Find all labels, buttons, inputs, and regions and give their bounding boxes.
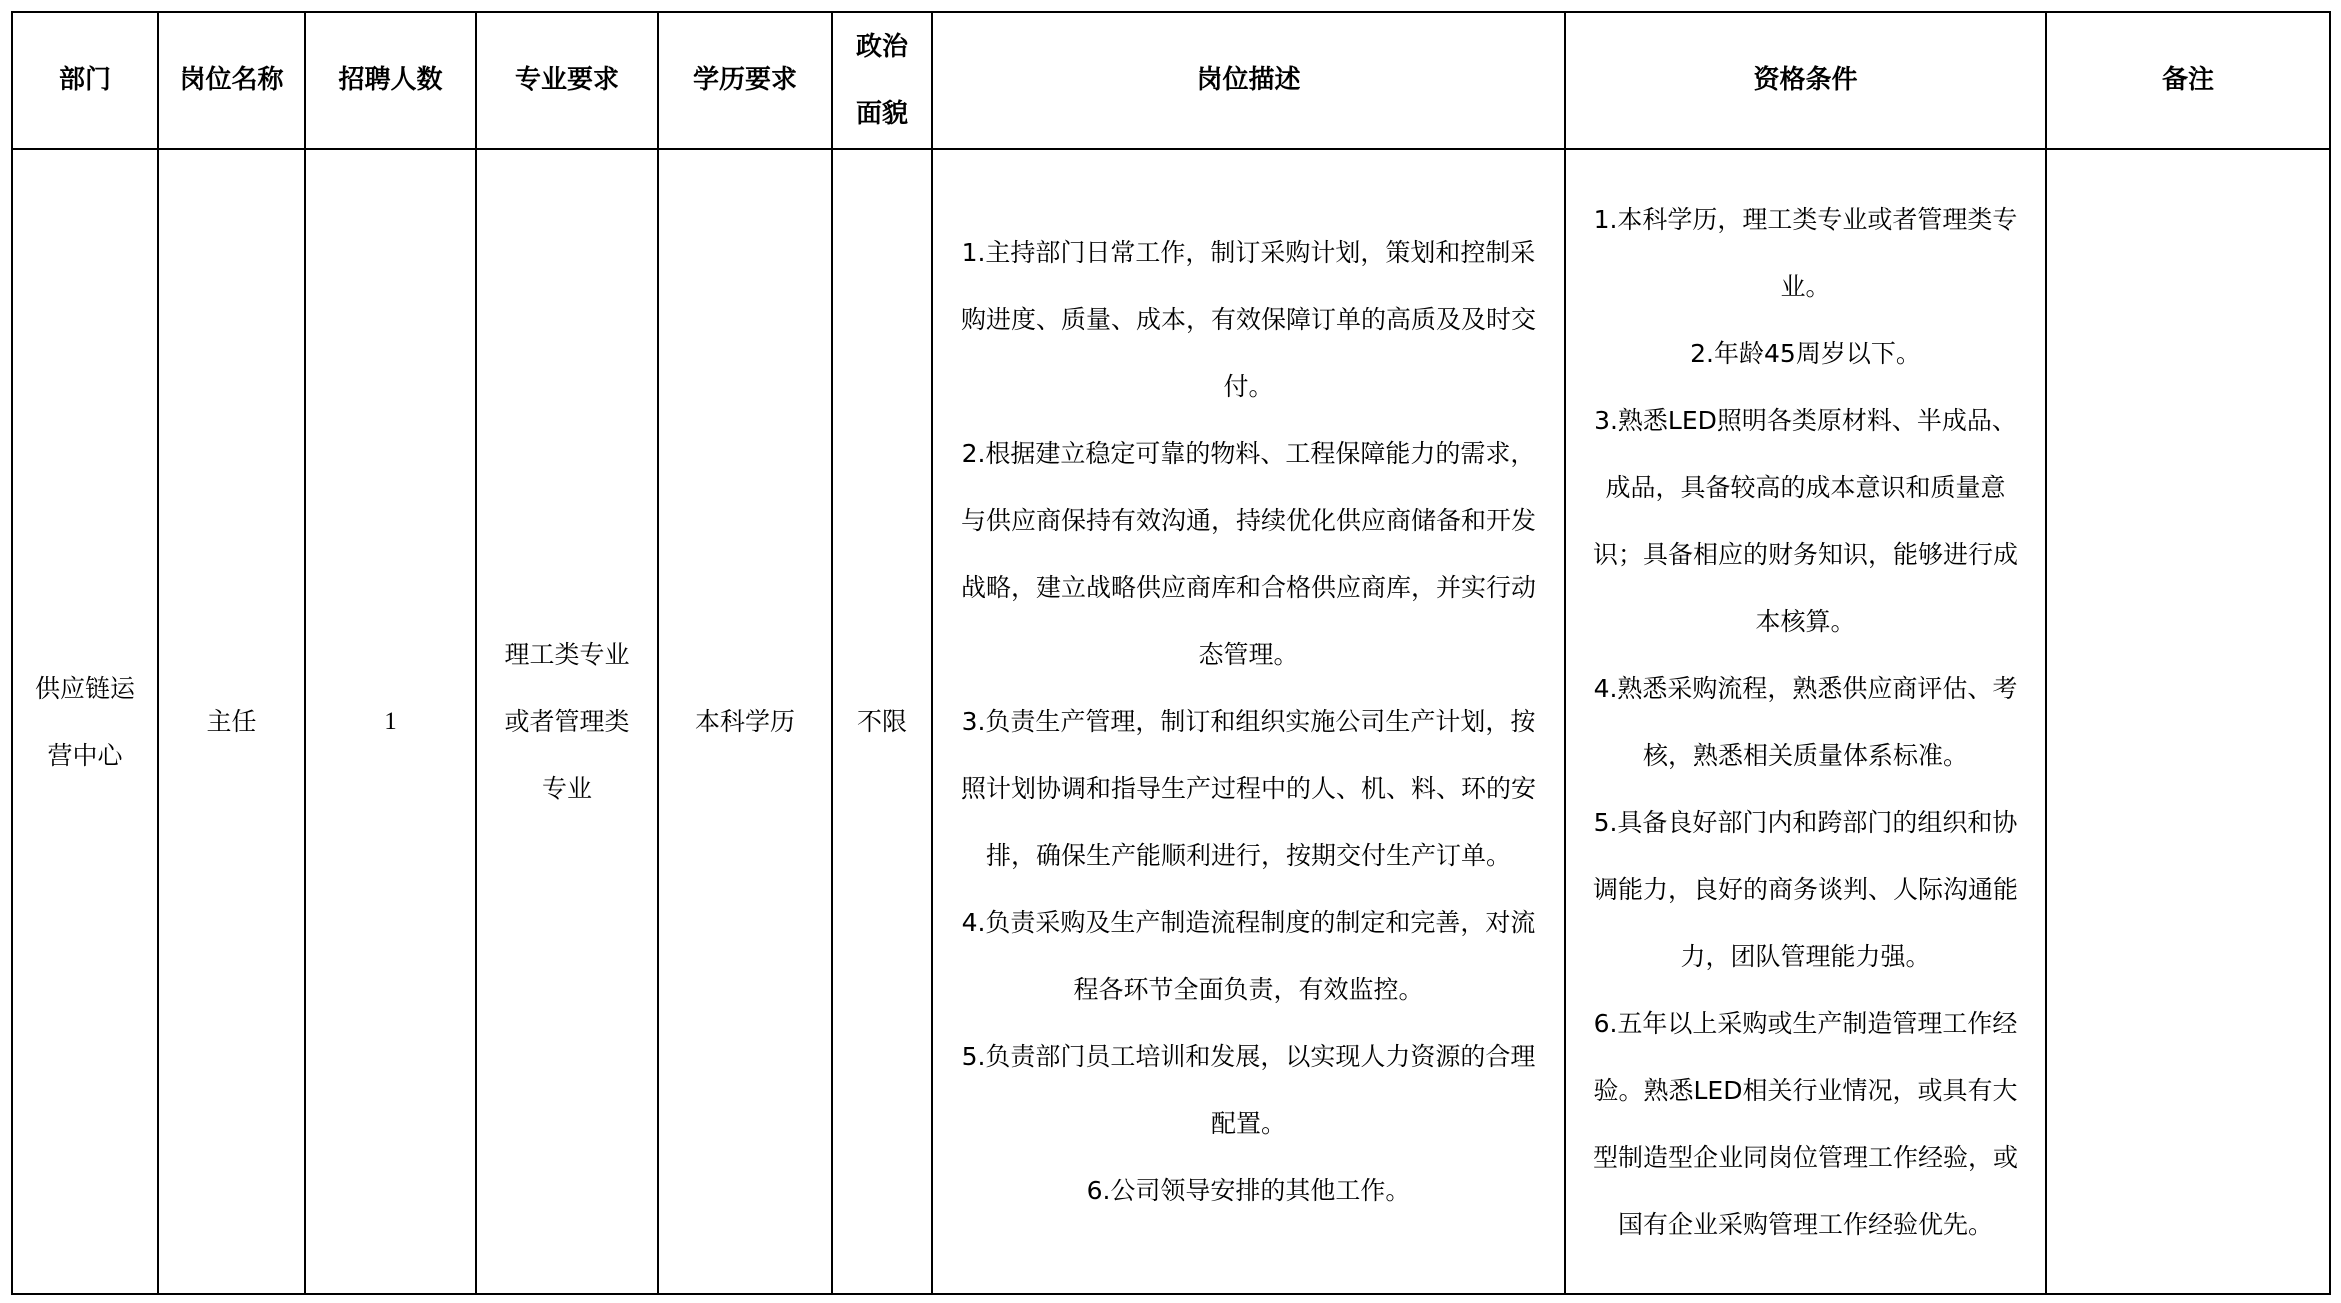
table-row [12,149,2330,1294]
header-political [832,12,932,149]
description-item: 2.根据建立稳定可靠的物料、工程保障能力的需求，与供应商保持有效沟通，持续优化供应商储备和开发战略，建立战略供应商库和合格供应商库，并实行动态管理。 [960,439,1536,669]
qualification-item: 3.熟悉LED照明各类原材料、半成品、成品，具备较高的成本意识和质量意识；具备相应的财务知识，能够进行成本核算。 [1592,405,2018,636]
description-item: 6.公司领导安排的其他工作。 [1086,1176,1411,1205]
header-major: 专业要求 [476,12,658,149]
table-header [12,12,2330,149]
header-dept: 部门 [12,12,158,149]
qualification-item: 1.本科学历，理工类专业或者管理类专业。 [1593,204,2018,301]
header-remarks: 备注 [2046,12,2330,149]
cell-position: 主任 [158,149,305,1294]
description-item: 5.负责部门员工培训和发展，以实现人力资源的合理配置。 [961,1042,1536,1138]
header-description: 岗位描述 [932,12,1565,149]
description-item: 3.负责生产管理，制订和组织实施公司生产计划，按照计划协调和指导生产过程中的人、机、料、环的安排，确保生产能顺利进行，按期交付生产订单。 [960,707,1536,870]
qualification-item: 6.五年以上采购或生产制造管理工作经验。熟悉LED相关行业情况，或具有大型制造型企业同岗位管理工作经验，或国有企业采购管理工作经验优先。 [1592,1008,2018,1239]
cell-count: 1 [305,149,476,1294]
qualification-item: 2.年龄45周岁以下。 [1690,338,1921,368]
header-count: 招聘人数 [305,12,476,149]
cell-remarks [2046,149,2330,1294]
header-political-line1: 政治 [855,31,908,62]
description-item: 1.主持部门日常工作，制订采购计划，策划和控制采购进度、质量、成本，有效保障订单的高质及及时交付。 [960,238,1536,401]
header-education: 学历要求 [658,12,832,149]
header-political-line2: 面貌 [855,98,908,129]
qualification-item: 5.具备良好部门内和跨部门的组织和协调能力，良好的商务谈判、人际沟通能力，团队管理能力强。 [1592,807,2018,971]
header-qualifications: 资格条件 [1565,12,2046,149]
header-row [12,12,2330,149]
cell-political: 不限 [832,149,932,1294]
table-body [12,149,2330,1294]
description-item: 4.负责采购及生产制造流程制度的制定和完善，对流程各环节全面负责，有效监控。 [961,908,1536,1004]
cell-qualifications [1565,149,2046,1294]
cell-description [932,149,1565,1294]
header-position: 岗位名称 [158,12,305,149]
cell-education: 本科学历 [658,149,832,1294]
qualification-item: 4.熟悉采购流程，熟悉供应商评估、考核，熟悉相关质量体系标准。 [1593,673,2018,770]
cell-dept: 供应链运营中心 [12,149,158,1294]
recruitment-table [11,11,2331,1295]
cell-major: 理工类专业或者管理类专业 [476,149,658,1294]
